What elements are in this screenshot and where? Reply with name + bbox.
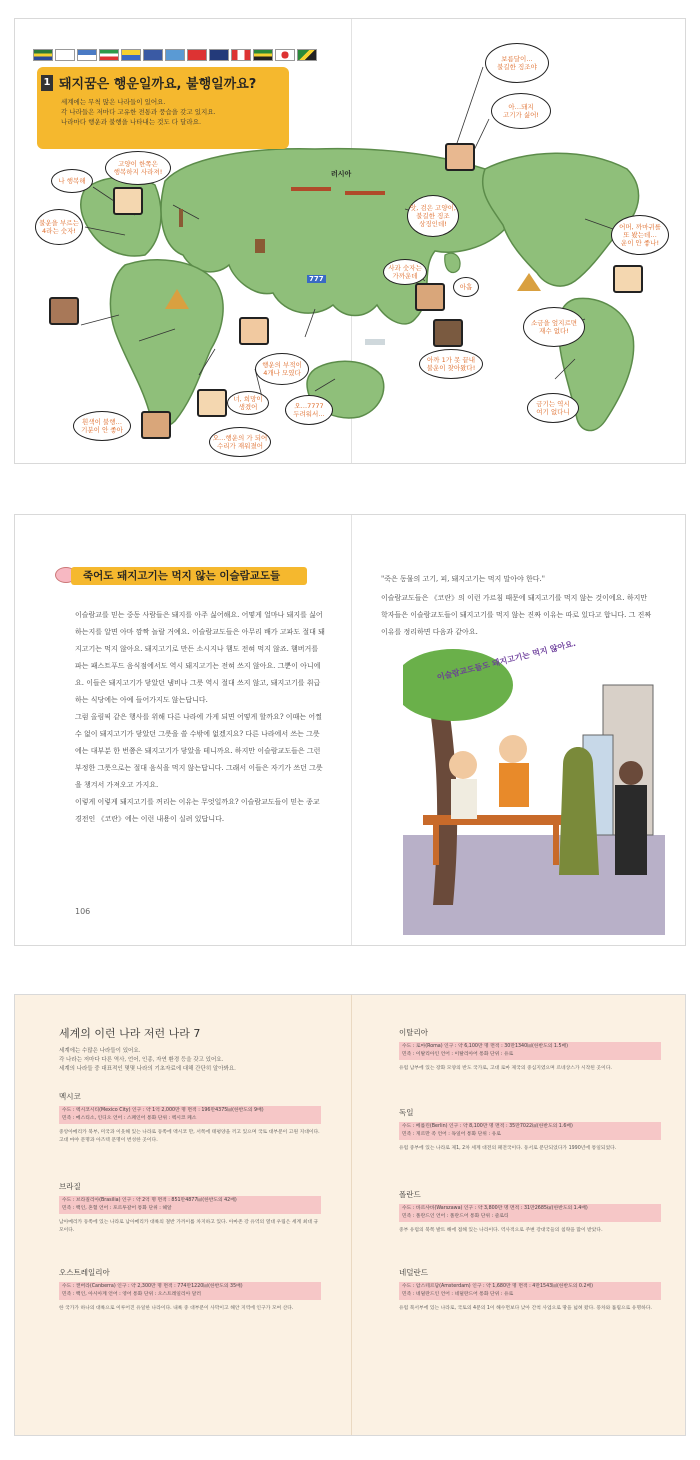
character-portrait <box>445 143 475 171</box>
country-block <box>399 1189 661 1235</box>
article-heading: 죽어도 돼지고기는 먹지 않는 이슬람교도들 <box>71 567 307 585</box>
country-block <box>59 1091 321 1145</box>
country-block <box>399 1107 661 1153</box>
quote-paragraph: "죽은 동물의 고기, 피, 돼지고기는 먹지 말아야 한다." <box>381 575 545 583</box>
paragraph: 그럼 올림픽 같은 행사를 위해 다른 나라에 가게 되면 어떻게 할까요? 이때는 어쩔 수 없이 돼지고기가 닿았던 그릇을 쓸 수밖에 없겠지요? 다른 나라에서 쓰는 그릇에는 대부분 한 번쯤은 돼지고기가 닿았을 테니까요. 하지만 이슬람교도들은 그런 부정한 그릇으로는 절대 음식을 먹지 않는답니다. 그래서 이들은 자기가 쓰던 그릇을 챙겨서 가져오고 가지요. <box>75 713 323 789</box>
spread-islam-article <box>14 514 686 946</box>
speech-bubble: 고양이 한쪽은 행복하지 사라져! <box>105 151 171 185</box>
paragraph: 이슬람교를 믿는 중동 사람들은 돼지를 아주 싫어해요. 어떻게 얼마나 돼지를 싫어하는지를 알면 아마 깜짝 놀랄 거예요. 이슬람교도들은 아무리 배가 고파도 절대 돼지고기는 먹지 않아요. 돼지고기로 만든 소시지나 햄도 전혀 먹지 않죠. 햄버거를 파는 패스트푸드 음식점에서도 역시 돼지고기는 전혀 쓰지 않아요. 그뿐이 아니에요. 이들은 돼지고기가 닿았던 냄비나 그릇 역시 절대 쓰지 않고, 돼지고기를 취급하는 식당에는 아예 들어가지도 않는답니다. <box>75 611 325 704</box>
country-facts: 수도 : 멕시코시티(Mexico City) 인구 : 약 1억 2,000만 명 면적 : 196만4375㎢(한반도의 9배) 민족 : 메스티소, 인디오 언어 : 스페인어 통화 단위 : 멕시코 페소 <box>59 1106 321 1124</box>
section-number: 1 <box>41 75 53 91</box>
flag-icon <box>209 49 229 61</box>
country-description: 중앙아메리카 북부, 미국과 이웃해 있는 나라로 동쪽에 멕시코 만, 서쪽에 태평양을 끼고 있으며 국토 대부분이 고원 지대이다. 고대 마야 문명과 아즈텍 문명이 번성한 곳이다. <box>59 1130 320 1143</box>
country-facts: 수도 : 바르샤바(Warszawa) 인구 : 약 3,800만 명 면적 : 31만2685㎢(한반도의 1.4배) 민족 : 폴란드인 언어 : 폴란드어 통화 단위 : 즐로티 <box>399 1204 661 1222</box>
country-name: 오스트레일리아 <box>59 1268 110 1277</box>
country-name: 폴란드 <box>399 1190 421 1199</box>
section-title: 돼지꿈은 행운일까요, 불행일까요? <box>59 77 257 92</box>
illustration-caption: 이슬람교도들도 돼지고기는 먹지 않아요. <box>436 638 577 683</box>
country-name: 브라질 <box>59 1182 81 1191</box>
country-facts: 수도 : 암스테르담(Amsterdam) 인구 : 약 1,680만 명 면적 : 4만1543㎢(한반도의 0.2배) 민족 : 네덜란드인 언어 : 네덜란드어 통화 단위 : 유로 <box>399 1282 661 1300</box>
flag-icon <box>121 49 141 61</box>
page-gutter <box>351 995 352 1435</box>
flag-icon <box>231 49 251 61</box>
person-body <box>451 779 477 819</box>
article-body-left <box>75 607 325 828</box>
speech-bubble: 행운의 부적이 4개나 모였다 <box>255 353 309 385</box>
speech-bubble: 앗, 검은 고양이, 불길한 징조 상징인데! <box>407 195 459 237</box>
country-name: 이탈리아 <box>399 1028 428 1037</box>
speech-bubble: 너, 희망이 생겼어 <box>227 391 269 415</box>
map-label-777: 777 <box>309 275 324 283</box>
person-body <box>615 785 647 875</box>
bench-leg <box>553 825 559 865</box>
speech-bubble: 흰색이 불행… 기분이 안 좋아 <box>73 411 131 441</box>
country-block <box>59 1181 321 1235</box>
flag-icon <box>253 49 273 61</box>
country-description: 남아메리카 동쪽에 있는 나라로 남아메리카 대륙의 절반 가까이를 차지하고 있다. 아마존 강 유역의 열대 우림은 세계 최대 규모이다. <box>59 1220 319 1233</box>
speech-bubble: 아까 1가 못 끝내 불운이 찾아왔다! <box>419 349 483 379</box>
spread-world-map <box>14 18 686 464</box>
park-bench-illustration <box>403 645 665 935</box>
flag-icon <box>187 49 207 61</box>
speech-bubble: 나 행복해 <box>51 169 93 193</box>
country-name: 멕시코 <box>59 1092 81 1101</box>
person-head <box>449 751 477 779</box>
paragraph: 이슬람교도들은 《코란》의 이런 가르침 때문에 돼지고기를 먹지 않는 것이에요. 하지만 학자들은 이슬람교도들이 돼지고기를 먹지 않는 진짜 이유는 따로 있다고 합니다. 그 진짜 이유를 정리하면 다음과 같아요. <box>381 594 652 636</box>
facts-intro: 세계에는 수많은 나라들이 있어요. 각 나라는 저마다 다른 역사, 언어, 인종, 자연 환경 등을 갖고 있어요. 세계의 나라들 중 대표적인 몇몇 나라의 기초자료에 대해 간단히 알아봐요. <box>59 1048 236 1072</box>
article-body-right <box>381 571 653 643</box>
person-head <box>619 761 643 785</box>
country-description: 중부 유럽의 북쪽 발트 해에 접해 있는 나라이다. 역사적으로 주변 강대국들의 침략을 많이 받았다. <box>399 1228 603 1233</box>
speech-bubble: 사과 숫자는 가까운데 <box>383 259 427 285</box>
country-description: 유럽 북서부에 있는 나라로, 국토의 4분의 1이 해수면보다 낮아 간척 사업으로 땅을 넓혀 왔다. 풍차와 튤립으로 유명하다. <box>399 1306 652 1311</box>
facts-title: 세계의 이런 나라 저런 나라 7 <box>59 1027 201 1040</box>
country-facts: 수도 : 로마(Roma) 인구 : 약 6,100만 명 면적 : 30만1340㎢(한반도의 1.5배) 민족 : 이탈리아인 언어 : 이탈리아어 통화 단위 : 유로 <box>399 1042 661 1060</box>
paragraph: 이렇게 이렇게 돼지고기를 꺼리는 이유는 무엇일까요? 이슬람교도들이 믿는 종교 경전인 《코란》에는 이런 내용이 실려 있답니다. <box>75 798 320 823</box>
country-facts: 수도 : 베를린(Berlin) 인구 : 약 8,100만 명 면적 : 35만7022㎢(한반도의 1.6배) 민족 : 게르만 족 언어 : 독일어 통화 단위 : 유로 <box>399 1122 661 1140</box>
flag-icon <box>55 49 75 61</box>
character-portrait <box>49 297 79 325</box>
flag-icon <box>275 49 295 61</box>
flag-icon <box>99 49 119 61</box>
speech-bubble: 보름달이… 불길한 징조야 <box>485 43 549 83</box>
japan-islands <box>445 253 460 272</box>
person-body <box>499 763 529 807</box>
speech-bubble: 오…행운의 가 되어 수리가 재워졌어 <box>209 427 271 457</box>
flag-icon <box>143 49 163 61</box>
speech-bubble: 소금을 엎지르면 재수 없다! <box>523 307 585 347</box>
character-portrait <box>197 389 227 417</box>
speech-bubble: 어머, 까마귀를 또 봤는데… 운이 안 좋나! <box>611 215 669 255</box>
country-facts: 수도 : 브라질리아(Brasilia) 인구 : 약 2억 명 면적 : 851만4877㎢(한반도의 42배) 민족 : 백인, 혼혈 언어 : 포르투갈어 통화 단위 : 헤알 <box>59 1196 321 1214</box>
page-number: 106 <box>75 907 91 916</box>
section-intro: 세계에는 무척 많은 나라들이 있어요. 각 나라들은 저마다 고유한 전통과 풍습을 갖고 있지요. 나라마다 행운과 불행을 나타내는 것도 다 달라요. <box>61 98 216 126</box>
speech-bubble: 금기는 역시 여기 없다니 <box>527 393 579 423</box>
character-portrait <box>113 187 143 215</box>
country-description: 한 국가가 하나의 대륙으로 이루어진 유일한 나라이다. 내륙 중 대부분이 사막이고 해안 지역에 인구가 모여 산다. <box>59 1306 294 1311</box>
country-block <box>399 1027 661 1073</box>
map-label-russia: 러시아 <box>331 170 352 178</box>
country-description: 유럽 남부에 있는 장화 모양의 반도 국가로, 고대 로마 제국의 중심지였으며 르네상스가 시작된 곳이다. <box>399 1066 612 1071</box>
character-portrait <box>239 317 269 345</box>
person-hijab <box>559 747 599 875</box>
country-description: 유럽 중부에 있는 나라로 제1, 2차 세계 대전의 패전국이다. 동서로 분단되었다가 1990년에 통일되었다. <box>399 1146 617 1151</box>
character-portrait <box>433 319 463 347</box>
speech-bubble: 불운을 부르는 4라는 숫자! <box>35 209 83 245</box>
country-name: 독일 <box>399 1108 414 1117</box>
flag-icon <box>165 49 185 61</box>
flag-icon <box>297 49 317 61</box>
flag-icon <box>77 49 97 61</box>
spread-country-facts <box>14 994 686 1436</box>
country-block <box>59 1267 321 1313</box>
person-head <box>499 735 527 763</box>
speech-bubble: 아홉 <box>453 277 479 297</box>
page-gutter <box>351 515 352 945</box>
character-portrait <box>141 411 171 439</box>
speech-bubble: 오…7777 두려워서… <box>285 395 333 425</box>
flag-icon <box>33 49 53 61</box>
country-facts: 수도 : 캔버라(Canberra) 인구 : 약 2,300만 명 면적 : 774만1220㎢(한반도의 35배) 민족 : 백인, 아시아계 언어 : 영어 통화 단위 : 오스트레일리아 달러 <box>59 1282 321 1300</box>
country-name: 네덜란드 <box>399 1268 428 1277</box>
speech-bubble: 아…돼지 고기가 싫어! <box>491 93 551 129</box>
bench <box>423 815 573 825</box>
flag-strip <box>33 49 317 61</box>
character-portrait <box>415 283 445 311</box>
bench-leg <box>433 825 439 865</box>
character-portrait <box>613 265 643 293</box>
country-block <box>399 1267 661 1313</box>
